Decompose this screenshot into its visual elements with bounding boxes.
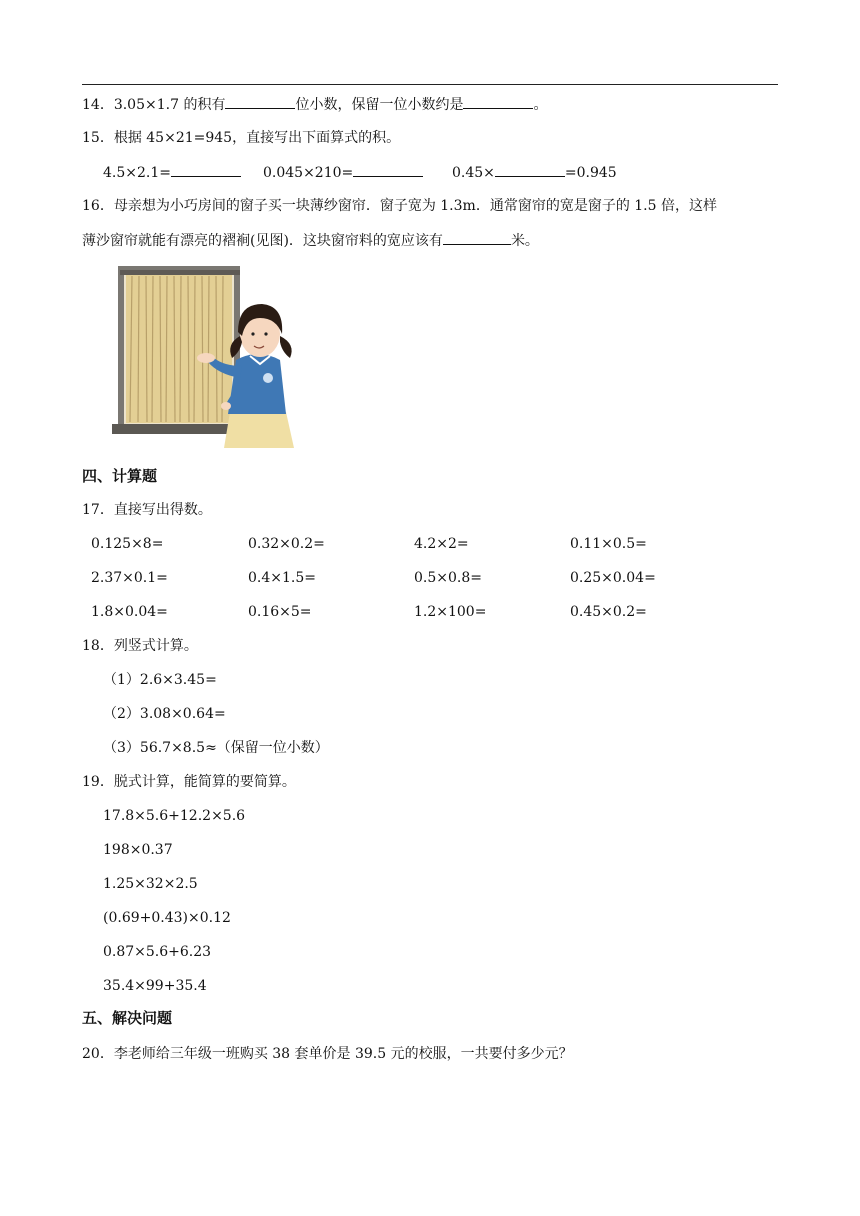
q19-item: 17.8×5.6+12.2×5.6 bbox=[103, 808, 246, 824]
q17-cell: 0.125×8= bbox=[91, 536, 164, 552]
q20-text: 李老师给三年级一班购买 38 套单价是 39.5 元的校服，一共要付多少元？ bbox=[113, 1046, 573, 1062]
question-14 bbox=[82, 94, 547, 115]
q15-text: 根据 45×21=945，直接写出下面算式的积。 bbox=[113, 130, 401, 146]
q18-item: （3）56.7×8.5≈（保留一位小数） bbox=[103, 740, 329, 756]
q19-item: 198×0.37 bbox=[103, 842, 173, 858]
q17-cell: 2.37×0.1= bbox=[91, 570, 168, 586]
q17-text: 直接写出得数。 bbox=[113, 502, 212, 518]
q17-cell: 0.4×1.5= bbox=[248, 570, 316, 586]
q15-blank-b[interactable] bbox=[353, 162, 423, 177]
question-16-line-1 bbox=[82, 196, 717, 216]
q18-item: （2）3.08×0.64= bbox=[103, 706, 226, 722]
q19-item: 0.87×5.6+6.23 bbox=[103, 944, 212, 960]
girl-hand bbox=[197, 353, 215, 363]
question-15 bbox=[82, 128, 400, 148]
q14-blank-1[interactable] bbox=[225, 94, 295, 109]
q16-text-3: 米。 bbox=[510, 233, 539, 249]
question-16-line-2 bbox=[82, 230, 539, 251]
question-17 bbox=[82, 500, 212, 520]
q14-blank-2[interactable] bbox=[463, 94, 533, 109]
q16-text-1: 母亲想为小巧房间的窗子买一块薄纱窗帘．窗子宽为 1.3m．通常窗帘的宽是窗子的 1.5 倍，这样 bbox=[113, 198, 717, 214]
q15-number: 15． bbox=[82, 130, 114, 146]
q14-text-2: 位小数，保留一位小数约是 bbox=[295, 97, 464, 113]
question-20 bbox=[82, 1044, 573, 1064]
q17-cell: 0.5×0.8= bbox=[414, 570, 482, 586]
q15-expr-a: 4.5×2.1= bbox=[103, 165, 171, 181]
q17-number: 17． bbox=[82, 502, 114, 518]
q15-expr-c-right: =0.945 bbox=[564, 165, 617, 181]
q17-cell: 0.32×0.2= bbox=[248, 536, 325, 552]
q15-item-c bbox=[452, 162, 617, 183]
q19-text: 脱式计算，能简算的要简算。 bbox=[113, 774, 296, 790]
section-4-heading: 四、计算题 bbox=[82, 467, 158, 485]
q17-cell: 0.16×5= bbox=[248, 604, 312, 620]
question-19 bbox=[82, 772, 296, 792]
q20-number: 20． bbox=[82, 1046, 114, 1062]
q17-cell: 4.2×2= bbox=[414, 536, 469, 552]
q14-number: 14． bbox=[82, 97, 114, 113]
q15-item-a bbox=[103, 162, 241, 183]
girl-skirt bbox=[224, 412, 294, 448]
q19-item: 1.25×32×2.5 bbox=[103, 876, 198, 892]
q17-cell: 0.11×0.5= bbox=[570, 536, 647, 552]
section-5-heading: 五、解决问题 bbox=[82, 1009, 173, 1027]
q15-blank-a[interactable] bbox=[171, 162, 241, 177]
q15-expr-b: 0.045×210= bbox=[263, 165, 354, 181]
window-sill bbox=[112, 424, 246, 434]
girl-shirt bbox=[228, 354, 286, 414]
q15-expr-c-left: 0.45× bbox=[452, 165, 495, 181]
q17-cell: 0.25×0.04= bbox=[570, 570, 656, 586]
q16-text-2: 薄沙窗帘就能有漂亮的褶裥(见图)．这块窗帘料的宽应该有 bbox=[82, 233, 443, 249]
q15-item-b bbox=[263, 162, 423, 183]
q19-item: (0.69+0.43)×0.12 bbox=[103, 910, 231, 926]
q14-text-1: 3.05×1.7 的积有 bbox=[113, 97, 226, 113]
q17-cell: 1.8×0.04= bbox=[91, 604, 168, 620]
q16-blank[interactable] bbox=[443, 230, 511, 245]
q18-item: （1）2.6×3.45= bbox=[103, 672, 217, 688]
curtain-window-illustration bbox=[108, 262, 304, 448]
q15-blank-c[interactable] bbox=[495, 162, 565, 177]
q19-item: 35.4×99+35.4 bbox=[103, 978, 207, 994]
q16-number: 16． bbox=[82, 198, 114, 214]
header-rule bbox=[82, 84, 778, 85]
q14-text-3: 。 bbox=[533, 97, 548, 113]
q18-number: 18． bbox=[82, 638, 114, 654]
q17-cell: 0.45×0.2= bbox=[570, 604, 647, 620]
q17-cell: 1.2×100= bbox=[414, 604, 487, 620]
q19-number: 19． bbox=[82, 774, 114, 790]
q18-text: 列竖式计算。 bbox=[113, 638, 198, 654]
question-18 bbox=[82, 636, 198, 656]
